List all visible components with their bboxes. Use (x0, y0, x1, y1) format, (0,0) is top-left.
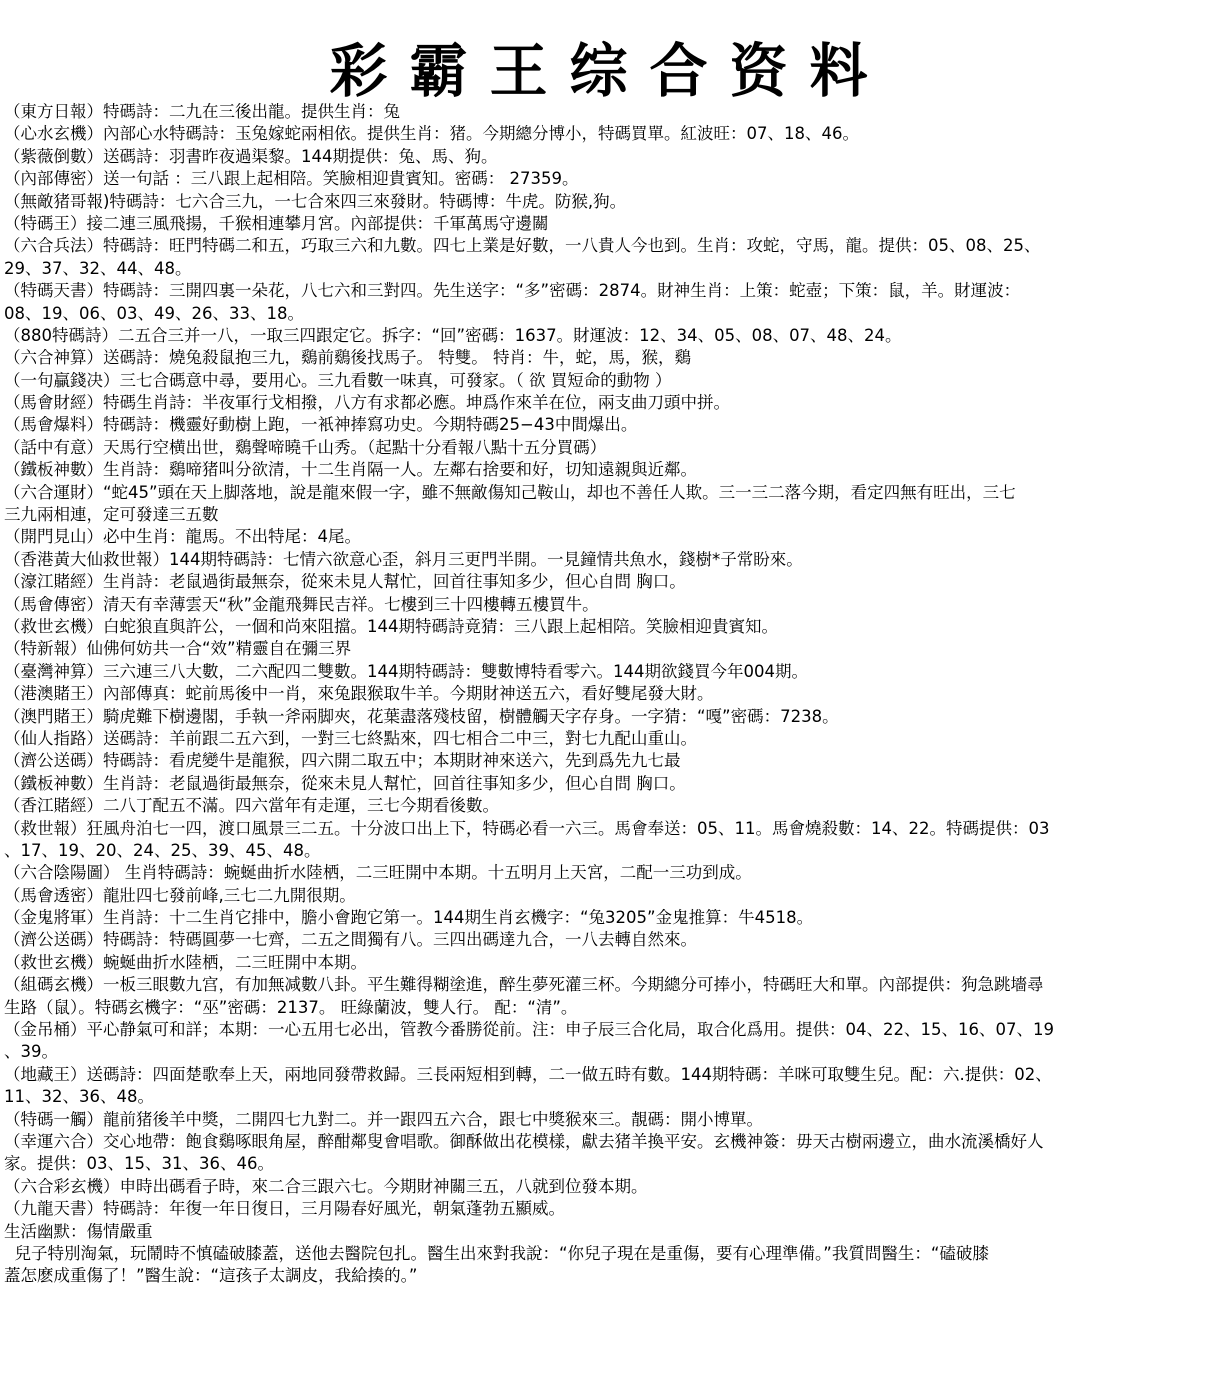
text-line: （臺灣神算）三六連三八大數，二六配四二雙數。144期特碼詩：雙數博特看零六。144期欲錢買今年004期。 (4, 661, 808, 681)
text-line: （組碼玄機）一板三眼數九宫，有加無减數八卦。平生難得糊塗進，醉生夢死灌三杯。今期總分可捧小，特碼旺大和單。內部提供：狗急跳墻尋 (4, 975, 1044, 995)
text-line: （特碼王）接二連三風飛揚，千猴相連攀月宮。內部提供：千軍萬馬守邊關 (4, 213, 549, 233)
text-line: 生路（鼠）。特碼玄機字：“巫”密碼：2137。 旺綠蘭波，雙人行。 配：“清”。 (4, 997, 578, 1017)
text-line: 兒子特別淘氣，玩鬧時不慎磕破膝蓋，送他去醫院包扎。醫生出來對我說：“你兒子現在是重傷，要有心理準備。”我質問醫生：“磕破膝 (4, 1243, 989, 1263)
text-line: （一句贏錢决）三七合碼意中尋，要用心。三九看數一味真，可發家。（ 欲 買短命的動物 ） (4, 370, 672, 390)
text-line: （內部傳密）送一句話 ：三八跟上起相陪。笑臉相迎貴賓知。密碼： 27359。 (4, 169, 579, 189)
text-line: （澳門賭王）騎虎難下樹邊閣，手執一斧兩脚夾，花葉盡落殘枝留，樹體觸天字存身。一字猜：“嘎”密碼：7238。 (4, 706, 839, 726)
text-line: 29、37、32、44、48。 (4, 258, 192, 278)
text-line: （香江賭經）二八丁配五不滿。四六當年有走運，三七今期看後數。 (4, 796, 499, 816)
text-line: （紫薇倒數）送碼詩：羽書昨夜過渠黎。144期提供：兔、馬、狗。 (4, 146, 498, 166)
text-line: （六合兵法）特碼詩：旺門特碼二和五，巧取三六和九數。四七上業是好數，一八貴人今也到。生肖：攻蛇，守馬，龍。提供：05、08、25、 (4, 236, 1041, 256)
text-line: （馬會傳密）清天有幸薄雲天“秋”金龍飛舞民吉祥。七樓到三十四樓轉五樓買牛。 (4, 594, 599, 614)
text-line: （特碼天書）特碼詩：三開四裏一朵花，八七六和三對四。先生送字：“多”密碼：2874。財神生肖：上策：蛇壺；下策：鼠，羊。財運波： (4, 281, 1021, 301)
text-line: 蓋怎麽成重傷了！”醫生說：“這孩子太調皮，我給揍的。” (4, 1266, 418, 1286)
text-line: （仙人指路）送碼詩：羊前跟二五六到，一對三七終點來，四七相合二中三，對七九配山重山。 (4, 728, 697, 748)
text-line: （東方日報）特碼詩：二九在三後出龍。提供生肖：兔 (4, 102, 400, 121)
text-line: 08、19、06、03、49、26、33、18。 (4, 303, 304, 323)
text-line: （幸運六合）交心地帶：飽食鷄啄眼角屋，醉酣鄰叟會唱歌。御酥做出花模樣，獻去猪羊換平安。玄機神簽：毋天古樹兩邊立，曲水流溪橋好人 (4, 1131, 1044, 1151)
text-line: （鐵板神數）生肖詩：老鼠過街最無奈，從來未見人幫忙，回首往事知多少，但心自問 胸口。 (4, 773, 686, 793)
text-line: （特碼一觸）龍前猪後羊中獎，二開四七九對二。并一跟四五六合，跟七中獎猴來三。靚碼：開小博單。 (4, 1109, 763, 1129)
text-line: （六合彩玄機）申時出碼看子時，來二合三跟六七。今期財神關三五，八就到位發本期。 (4, 1176, 648, 1196)
text-line: 11、32、36、48。 (4, 1087, 154, 1107)
text-line: 家。提供：03、15、31、36、46。 (4, 1154, 274, 1174)
text-line: 、17、19、20、24、25、39、45、48。 (4, 840, 321, 860)
text-line: （無敵猪哥報)特碼詩：七六合三九，一七合來四三來發財。特碼博：牛虎。防猴,狗。 (4, 191, 627, 211)
text-line: （特新報）仙佛何妨共一合“效”精靈自在彌三界 (4, 639, 352, 659)
text-line: （六合神算）送碼詩：燒兔殺鼠抱三九，鷄前鷄後找馬子。 特雙。 特肖：牛，蛇，馬，猴，鷄 (4, 348, 691, 368)
page-title: 彩霸王综合资料 (329, 37, 890, 105)
text-line: （開門見山）必中生肖：龍馬。不出特尾：4尾。 (4, 527, 361, 547)
text-line: （金吊桶）平心静氣可和詳；本期：一心五用七必出，管教今番勝從前。注：申子辰三合化局，取合化爲用。提供：04、22、15、16、07、19 (4, 1020, 1054, 1040)
text-line: （濟公送碼）特碼詩：看虎變牛是龍猴，四六開二取五中；本期財神來送六，先到爲先九七最 (4, 751, 681, 771)
text-line: （六合運財）“蛇45”頭在天上脚落地，說是龍來假一字，雖不無敵傷知己鞍山，却也不善任人欺。三一三二落今期，看定四無有旺出，三七 (4, 482, 1016, 502)
text-line: （地藏王）送碼詩：四面楚歌奉上天，兩地同發帶救歸。三長兩短相到轉，二一做五時有數。144期特碼：羊咪可取雙生兒。配：六.提供：02、 (4, 1064, 1052, 1084)
text-line: （六合陰陽圖） 生肖特碼詩：蜿蜒曲折水陸栖，二三旺開中本期。十五明月上天宮，二配一三功到成。 (4, 863, 752, 883)
text-line: （話中有意）天馬行空横出世，鷄聲啼曉千山秀。（起點十分看報八點十五分買碼） (4, 437, 607, 457)
text-line: （880特碼詩）二五合三并一八，一取三四跟定它。拆字：“回”密碼：1637。財運波：12、34、05、08、07、48、24。 (4, 325, 902, 345)
text-line: （鐵板神數）生肖詩：鷄啼猪叫分欲清，十二生肖隔一人。左鄰右捨要和好，切知遠親與近鄰。 (4, 460, 697, 480)
text-line: （香港黃大仙救世報）144期特碼詩：七情六欲意心歪，斜月三更門半開。一見鐘情共魚水，錢樹*子常盼來。 (4, 549, 803, 569)
text-line: （濠江賭經）生肖詩：老鼠過街最無奈，從來未見人幫忙，回首往事知多少，但心自問 胸口。 (4, 572, 686, 592)
text-line: （九龍天書）特碼詩：年復一年日復日，三月陽春好風光，朝氣蓬勃五顯威。 (4, 1199, 565, 1219)
text-line: （港澳賭王）內部傳真：蛇前馬後中一肖，來兔跟猴取牛羊。今期財神送五六，看好雙尾發大財。 (4, 684, 714, 704)
text-line: （心水玄機）內部心水特碼詩：玉兔嫁蛇兩相依。提供生肖：猪。今期總分博小，特碼買單。紅波旺：07、18、46。 (4, 124, 859, 144)
text-line: 、39。 (4, 1042, 58, 1062)
text-line: （濟公送碼）特碼詩：特碼圓夢一七齊，二五之間獨有八。三四出碼達九合，一八去轉自然來。 (4, 930, 697, 950)
text-line: （救世報）狂風舟泊七一四，渡口風景三二五。十分波口出上下，特碼必看一六三。馬會奉送：05、11。馬會燒殺數：14、22。特碼提供：03 (4, 818, 1050, 838)
text-line: （馬會爆料）特碼詩：機靈好動樹上跑，一衹神捧寫功史。今期特碼25−43中間爆出。 (4, 415, 638, 435)
text-line: （金鬼將軍）生肖詩：十二生肖它排中，膽小會跑它第一。144期生肖玄機字：“兔3205”金鬼推算：牛4518。 (4, 908, 814, 928)
text-line: 三九兩相連，定可發達三五數 (4, 505, 219, 525)
text-line: （救世玄機）蜿蜒曲折水陸栖，二三旺開中本期。 (4, 952, 367, 972)
document-body (4, 101, 1214, 1288)
text-line: （馬會財經）特碼生肖詩：半夜軍行戈相撥，八方有求都必應。坤爲作來羊在位，兩支曲刀頭中拼。 (4, 393, 730, 413)
text-line: 生活幽默：傷情嚴重 (4, 1221, 153, 1241)
text-line: （馬會透密）龍壯四七發前峰,三七二九開很期。 (4, 885, 356, 905)
text-line: （救世玄機）白蛇狼直與許公，一個和尚來阻擋。144期特碼詩竟猜：三八跟上起相陪。笑臉相迎貴賓知。 (4, 616, 778, 636)
